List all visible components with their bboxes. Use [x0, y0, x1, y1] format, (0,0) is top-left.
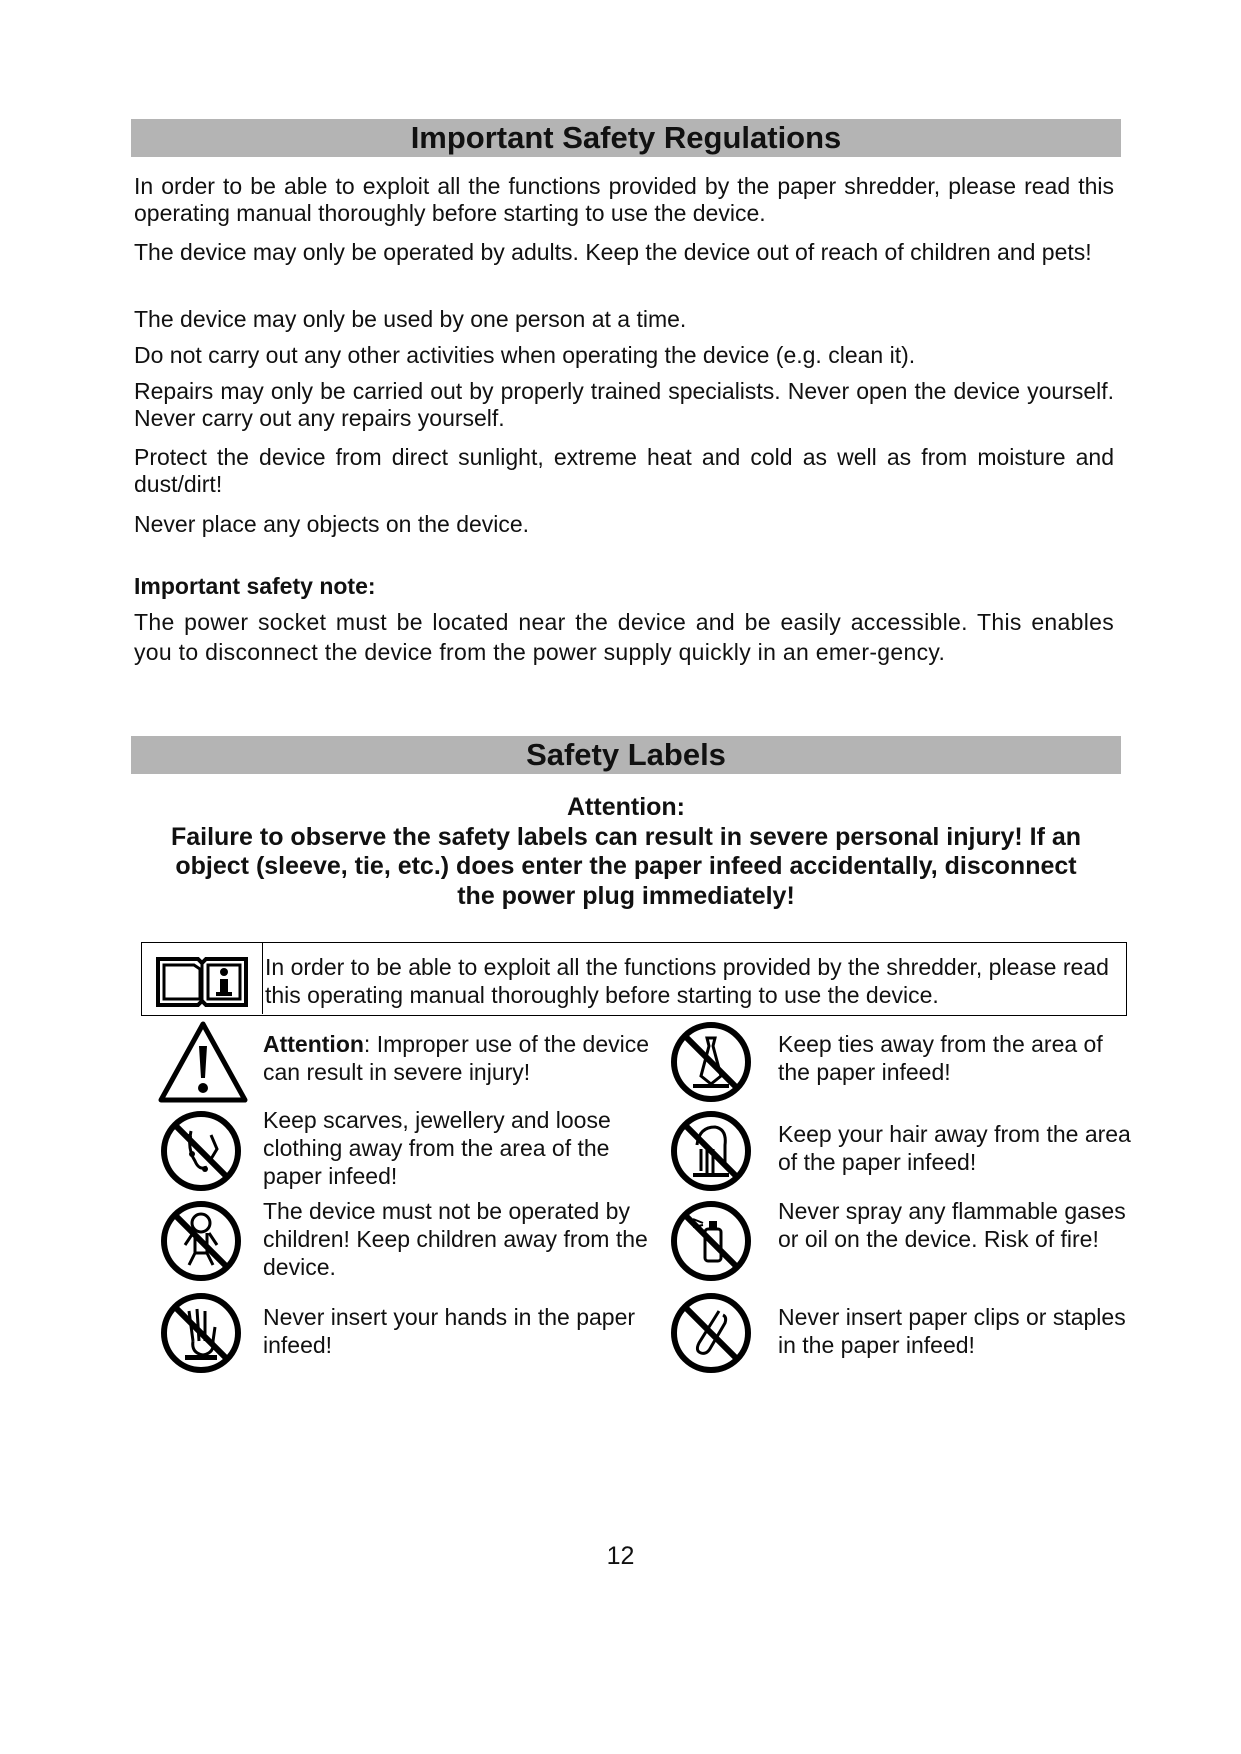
- read-manual-icon: [142, 943, 262, 1014]
- paragraph-repairs: Repairs may only be carried out by properly trained specialists. Never open the device yourself. Never carry out any repairs yourself.: [134, 378, 1114, 431]
- warning-triangle-icon: [157, 1020, 249, 1104]
- no-spray-icon: [669, 1199, 753, 1283]
- manual-info-box: [141, 942, 1127, 1016]
- attention-heading: Attention:: [566, 793, 686, 821]
- manual-box-text: In order to be able to exploit all the functions provided by the shredder, please read this operating manual thoroughly before starting to use the device.: [265, 954, 1109, 1008]
- no-ties-icon: [669, 1020, 753, 1104]
- no-hands-icon: [159, 1291, 243, 1375]
- label-warning-rest: : Improper use of the device can result in severe injury!: [263, 1031, 650, 1085]
- label-scarves: Keep scarves, jewellery and loose clothing away from the area of the paper infeed!: [263, 1107, 611, 1189]
- label-ties: Keep ties away from the area of the paper infeed!: [778, 1031, 1103, 1085]
- label-clips: Never insert paper clips or staples in the paper infeed!: [778, 1304, 1126, 1358]
- paragraph-protect: Protect the device from direct sunlight, extreme heat and cold as well as from moisture and dust/dirt!: [134, 444, 1114, 497]
- safety-note-heading: Important safety note:: [134, 573, 376, 599]
- paragraph-no-objects: Never place any objects on the device.: [134, 511, 530, 537]
- paragraph-adults-only: The device may only be operated by adults. Keep the device out of reach of children and pets!: [134, 239, 1092, 265]
- paragraph-no-other-activities: Do not carry out any other activities when operating the device (e.g. clean it).: [134, 342, 916, 368]
- no-scarves-icon: [159, 1109, 243, 1193]
- label-warning-bold: Attention: [263, 1031, 364, 1057]
- section-title-safety-labels: Safety Labels: [131, 736, 1121, 774]
- no-paper-clips-icon: [669, 1291, 753, 1375]
- section-title-safety-regulations: Important Safety Regulations: [131, 119, 1121, 157]
- label-children: The device must not be operated by children! Keep children away from the device.: [263, 1198, 648, 1280]
- label-spray: Never spray any flammable gases or oil on the device. Risk of fire!: [778, 1198, 1126, 1252]
- attention-line-2: object (sleeve, tie, etc.) does enter the paper infeed accidentally, disconnect: [175, 852, 1077, 880]
- label-warning: [263, 1030, 653, 1086]
- label-hands: Never insert your hands in the paper infeed!: [263, 1304, 636, 1358]
- manual-icon-cell: [142, 943, 263, 1014]
- page-number: 12: [606, 1542, 635, 1570]
- no-hair-icon: [669, 1109, 753, 1193]
- safety-note-text: The power socket must be located near the device and be easily accessible. This enables you to disconnect the device from the power supply quickly in an emer-gency.: [134, 609, 1114, 665]
- paragraph-read-manual: In order to be able to exploit all the functions provided by the paper shredder, please read this operating manual thoroughly before starting to use the device.: [134, 173, 1114, 226]
- no-children-icon: [159, 1199, 243, 1283]
- label-hair: Keep your hair away from the area of the paper infeed!: [778, 1121, 1131, 1175]
- attention-line-1: Failure to observe the safety labels can result in severe personal injury! If an: [170, 823, 1082, 851]
- attention-line-3: the power plug immediately!: [457, 882, 795, 910]
- paragraph-one-person: The device may only be used by one person at a time.: [134, 306, 687, 332]
